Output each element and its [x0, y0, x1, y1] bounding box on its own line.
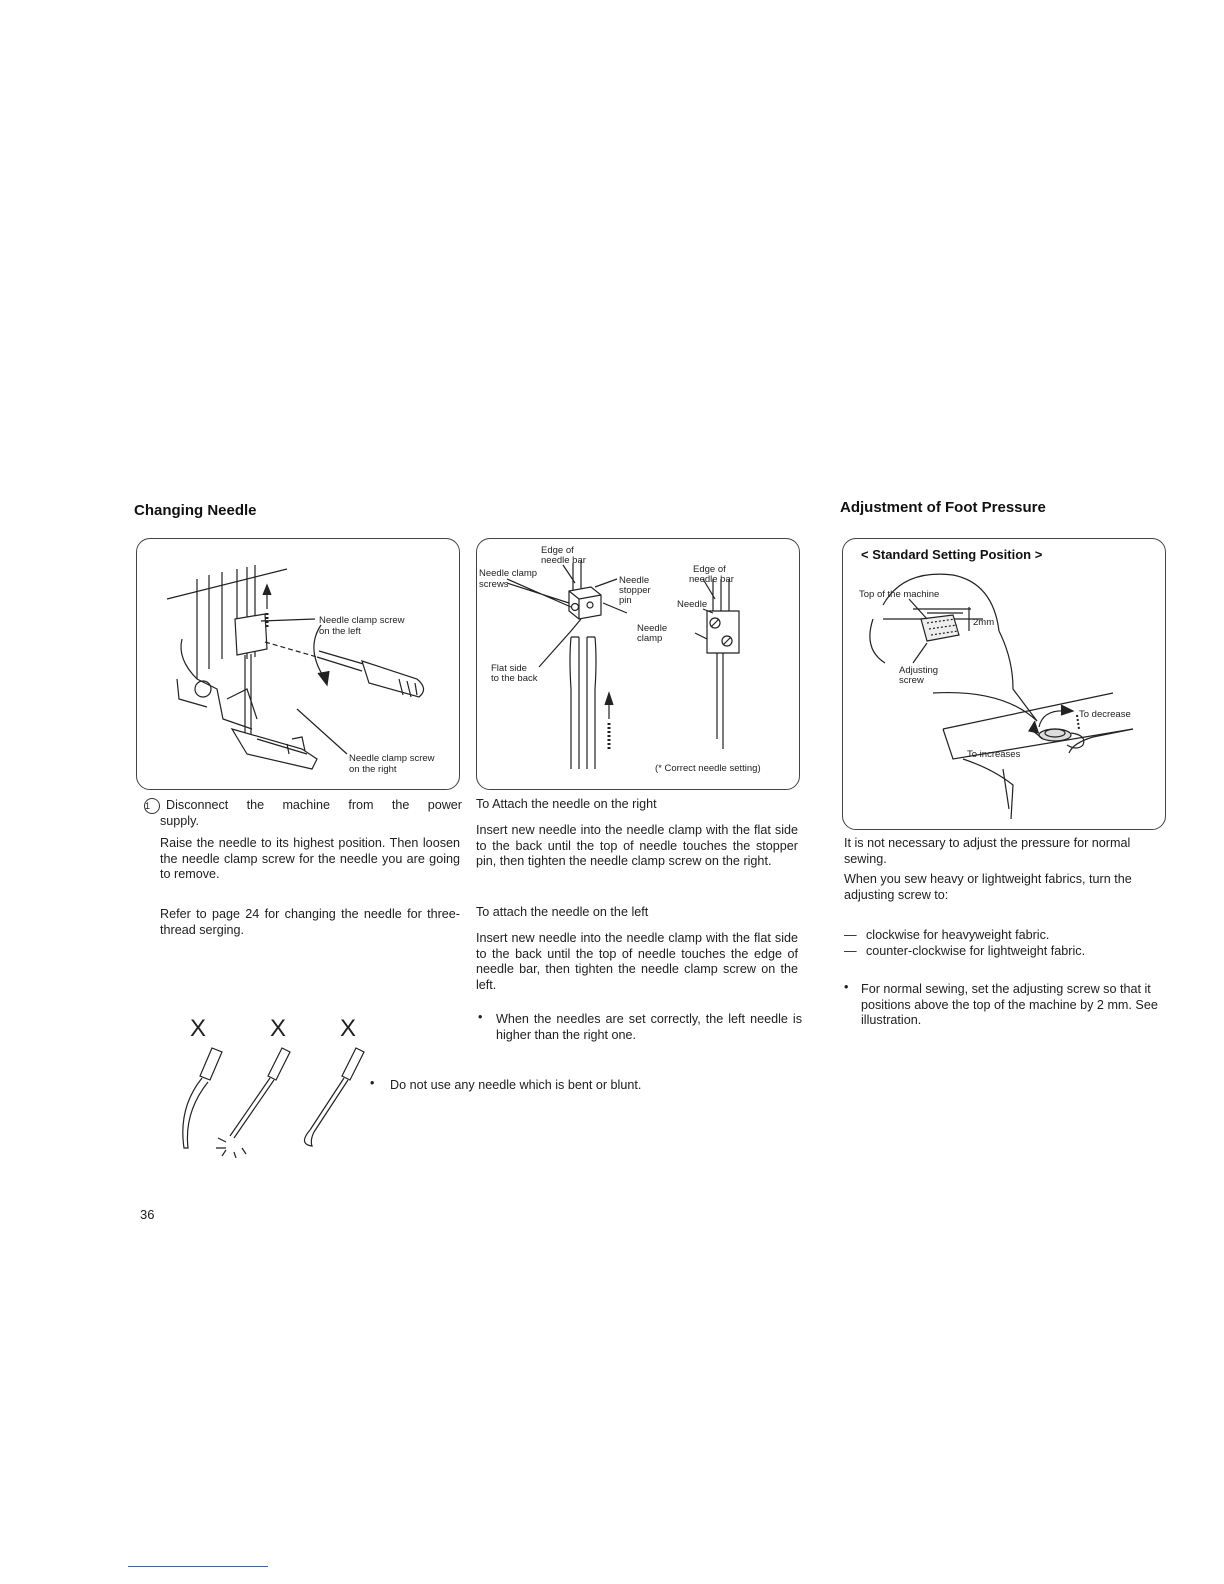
label-to-increase: To increases [967, 749, 1021, 760]
label-needle-stopper-2: stopper [619, 585, 651, 596]
label-to-decrease: To decrease [1079, 709, 1131, 720]
foot-pressure-para1: It is not necessary to adjust the pressure for normal sewing. [844, 836, 1131, 866]
label-needle-bar-1: needle bar [541, 555, 586, 566]
x-mark-3: X [339, 1015, 357, 1042]
figure-needle-setting [476, 538, 800, 790]
needle-setting-illustration [477, 539, 799, 789]
label-needle-clamp-1: Needle [637, 623, 668, 634]
label-flat-side-1: Flat side [491, 663, 527, 674]
label-edge-of-2: Edge of [693, 564, 726, 575]
bad-needles-illustration [160, 1008, 370, 1158]
step-1-line2: supply. [160, 814, 199, 828]
step-1-line1: Disconnect the machine from the power [166, 798, 462, 812]
label-clamp-screw-right-1: Needle clamp screw [349, 753, 435, 764]
x-mark-1: X [189, 1015, 207, 1042]
refer-page-text: Refer to page 24 for changing the needle for three-thread serging. [160, 907, 460, 937]
dash-item-counter-clockwise [844, 944, 1170, 960]
dash-item-counter-clockwise-text: counter-clockwise for lightweight fabric. [866, 943, 1086, 958]
label-needle-stopper-3: pin [619, 595, 632, 606]
figure-standard-setting [842, 538, 1166, 830]
bullet-icon: • [478, 1010, 483, 1024]
needle-setting-note [476, 1012, 802, 1043]
x-mark-2: X [269, 1015, 287, 1042]
label-2mm: 2mm [973, 617, 995, 628]
label-needle-clamp-screws-1: Needle clamp [479, 568, 538, 579]
dash-icon: — [844, 943, 857, 958]
label-clamp-screw-left-2: on the left [319, 626, 361, 637]
foot-pressure-illustration [843, 539, 1165, 829]
raise-needle-text: Raise the needle to its highest position. Then loosen the needle clamp screw for the needle you are going to remove. [160, 836, 460, 881]
label-adjusting-2: screw [899, 675, 924, 686]
needle-clamp-illustration [137, 539, 459, 789]
bullet-icon: • [844, 980, 849, 994]
label-clamp-screw-right-2: on the right [349, 764, 397, 775]
step-1 [144, 798, 462, 830]
bad-needle-note [370, 1078, 730, 1094]
label-clamp-screw-left-1: Needle clamp screw [319, 615, 405, 626]
label-needle-stopper-1: Needle [619, 575, 650, 586]
dash-icon: — [844, 928, 857, 942]
label-flat-side-2: to the back [491, 673, 538, 684]
label-correct-setting: (* Correct needle setting) [655, 763, 761, 774]
attach-right-heading: To Attach the needle on the right [476, 797, 657, 811]
footer-rule [128, 1566, 268, 1567]
section-heading-changing-needle: Changing Needle [134, 502, 257, 519]
dash-item-clockwise [844, 928, 1170, 944]
label-adjusting-1: Adjusting [899, 665, 939, 676]
label-standard-setting: < Standard Setting Position > [861, 547, 1043, 562]
dash-list [844, 928, 1170, 959]
dash-item-clockwise-text: clockwise for heavyweight fabric. [866, 928, 1050, 942]
label-edge-of-1: Edge of [541, 545, 574, 556]
attach-right-text: Insert new needle into the needle clamp with the flat side to the back until the top of needle touches the stopper pin, then tighten the needle clamp screw on the right. [476, 823, 798, 868]
section-heading-foot-pressure: Adjustment of Foot Pressure [840, 499, 1046, 516]
bad-needle-note-text: Do not use any needle which is bent or blunt. [390, 1078, 642, 1092]
label-top-of-machine: Top of the machine [859, 589, 940, 600]
step-number-icon: 1 [144, 798, 160, 814]
label-needle-clamp-2: clamp [637, 633, 663, 644]
foot-pressure-note [844, 982, 1170, 1029]
label-needle: Needle [677, 599, 708, 610]
foot-pressure-para2: When you sew heavy or lightweight fabrics, turn the adjusting screw to: [844, 872, 1132, 902]
foot-pressure-note-text: For normal sewing, set the adjusting screw so that it positions above the top of the machine by 2 mm. See illustration. [861, 982, 1158, 1027]
page-number: 36 [140, 1207, 155, 1222]
needle-setting-note-text: When the needles are set correctly, the left needle is higher than the right one. [496, 1012, 802, 1042]
label-needle-bar-2: needle bar [689, 574, 734, 585]
attach-left-text: Insert new needle into the needle clamp with the flat side to the back until the top of needle touches the edge of needle bar, then tighten the needle clamp screw on the left. [476, 931, 798, 992]
attach-left-heading: To attach the needle on the left [476, 905, 649, 919]
label-needle-clamp-screws-2: screws [479, 579, 509, 590]
bullet-icon: • [370, 1076, 375, 1090]
figure-needle-clamp-screws [136, 538, 460, 790]
